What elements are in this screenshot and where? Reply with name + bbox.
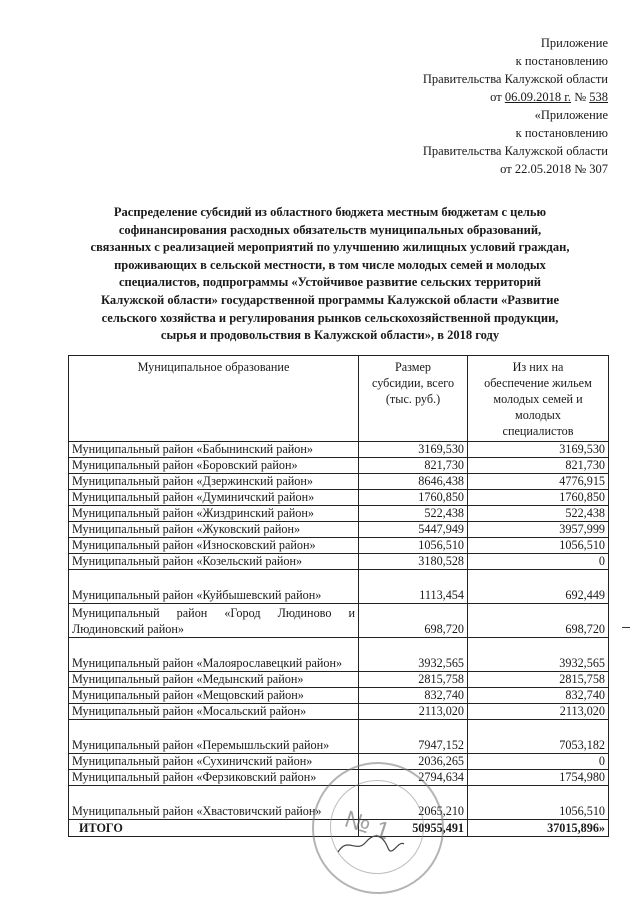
column-header-municipality: Муниципальное образование	[69, 356, 359, 442]
table-row	[69, 474, 609, 490]
total-label: ИТОГО	[69, 820, 359, 837]
subsidy-total: 3169,530	[359, 442, 468, 458]
subsidy-total: 2794,634	[359, 770, 468, 786]
municipality-name: Муниципальный район «Малоярославецкий район»	[69, 638, 359, 672]
header-line: от 22.05.2018 № 307	[500, 162, 608, 176]
subsidy-young: 3169,530	[468, 442, 609, 458]
subsidy-young: 1056,510	[468, 538, 609, 554]
municipality-name: Муниципальный район «Мещовский район»	[69, 688, 359, 704]
municipality-name: Муниципальный район «Сухиничский район»	[69, 754, 359, 770]
municipality-name: Муниципальный район «Козельский район»	[69, 554, 359, 570]
table-header-row	[69, 356, 609, 442]
subsidy-total: 821,730	[359, 458, 468, 474]
total-young: 37015,896»	[468, 820, 609, 837]
subsidy-total: 3932,565	[359, 638, 468, 672]
subsidy-total: 3180,528	[359, 554, 468, 570]
subsidy-total: 698,720	[359, 604, 468, 638]
header-line: Приложение	[540, 36, 608, 50]
municipality-name: Муниципальный район «Перемышльский район»	[69, 720, 359, 754]
table-row	[69, 704, 609, 720]
table-row	[69, 786, 609, 820]
subsidy-total: 1760,850	[359, 490, 468, 506]
column-header-young: Из них на обеспечение жильем молодых семей и молодых специалистов	[468, 356, 609, 442]
subsidy-total: 832,740	[359, 688, 468, 704]
subsidy-young: 821,730	[468, 458, 609, 474]
table-row	[69, 538, 609, 554]
subsidy-young: 0	[468, 554, 609, 570]
table-row	[69, 522, 609, 538]
table-row	[69, 638, 609, 672]
table-row	[69, 570, 609, 604]
subsidy-total: 2113,020	[359, 704, 468, 720]
municipality-name: Муниципальный район «Износковский район»	[69, 538, 359, 554]
subsidy-young: 832,740	[468, 688, 609, 704]
subsidy-total: 2815,758	[359, 672, 468, 688]
municipality-name: Муниципальный район «Медынский район»	[69, 672, 359, 688]
table-row	[69, 604, 609, 638]
signature-scribble	[336, 834, 406, 856]
municipality-name: Муниципальный район «Хвастовичский район»	[69, 786, 359, 820]
subsidy-total: 5447,949	[359, 522, 468, 538]
municipality-name: Муниципальный район «Мосальский район»	[69, 704, 359, 720]
subsidy-young: 3957,999	[468, 522, 609, 538]
subsidy-total: 7947,152	[359, 720, 468, 754]
subsidy-young: 7053,182	[468, 720, 609, 754]
subsidy-total: 1113,454	[359, 570, 468, 604]
subsidy-young: 1760,850	[468, 490, 609, 506]
subsidy-total: 2036,265	[359, 754, 468, 770]
subsidy-young: 2815,758	[468, 672, 609, 688]
municipality-name: Муниципальный район «Куйбышевский район»	[69, 570, 359, 604]
subsidy-young: 698,720	[468, 604, 609, 638]
subsidy-total: 522,438	[359, 506, 468, 522]
table-row	[69, 490, 609, 506]
municipality-name: Муниципальный район «Жуковский район»	[69, 522, 359, 538]
municipality-name: Муниципальный район «Бабынинский район»	[69, 442, 359, 458]
subsidy-young: 522,438	[468, 506, 609, 522]
municipality-name: Муниципальный район «Боровский район»	[69, 458, 359, 474]
subsidy-young: 1754,980	[468, 770, 609, 786]
subsidy-young: 3932,565	[468, 638, 609, 672]
table-row	[69, 688, 609, 704]
table-row	[69, 720, 609, 754]
total-row	[69, 820, 609, 837]
subsidy-total: 2065,210	[359, 786, 468, 820]
decree-date: 06.09.2018 г.	[504, 90, 572, 104]
table-row	[69, 458, 609, 474]
decree-number: 538	[589, 90, 608, 104]
subsidy-young: 0	[468, 754, 609, 770]
table-row	[69, 506, 609, 522]
total-sum: 50955,491	[359, 820, 468, 837]
header-line: Правительства Калужской области	[422, 72, 608, 86]
table-row	[69, 672, 609, 688]
table-row	[69, 554, 609, 570]
subsidy-total: 1056,510	[359, 538, 468, 554]
column-header-total: Размер субсидии, всего (тыс. руб.)	[359, 356, 468, 442]
appendix-header	[348, 34, 608, 178]
margin-mark	[622, 627, 630, 628]
subsidy-table	[68, 355, 609, 837]
header-line: «Приложение	[534, 108, 608, 122]
document-title: Распределение субсидий из областного бюджета местным бюджетам с целью софинансирования расходных обязательств муниципальных образований, связанных с реализацией мероприятий по улучшению жилищных условий граждан, проживающих в сельской местности, в том числе молодых семей и молодых специалистов, подпрограммы «Устойчивое развитие сельских территорий Калужской области» государственной программы Калужской области «Развитие сельского хозяйства и регулирования рынков сельскохозяйственной продукции, сырья и продовольствия в Калужской области», в 2018 году	[90, 205, 570, 343]
header-line: к постановлению	[515, 126, 608, 140]
header-line: Правительства Калужской области	[422, 144, 608, 158]
municipality-name: Муниципальный район «Ферзиковский район»	[69, 770, 359, 786]
stamp-number: № 1	[341, 805, 393, 846]
header-date-line: от 06.09.2018 г. № 538	[490, 90, 608, 104]
table-row	[69, 770, 609, 786]
header-line: к постановлению	[515, 54, 608, 68]
subsidy-total: 8646,438	[359, 474, 468, 490]
table-row	[69, 442, 609, 458]
subsidy-young: 692,449	[468, 570, 609, 604]
subsidy-young: 1056,510	[468, 786, 609, 820]
municipality-name: Муниципальный район «Думиничский район»	[69, 490, 359, 506]
municipality-name: Муниципальный район «Жиздринский район»	[69, 506, 359, 522]
subsidy-young: 2113,020	[468, 704, 609, 720]
table-row	[69, 754, 609, 770]
subsidy-young: 4776,915	[468, 474, 609, 490]
municipality-name: Муниципальный район «Дзержинский район»	[69, 474, 359, 490]
municipality-name: Муниципальный район «Город Людиново и Людиновский район»	[69, 604, 359, 638]
